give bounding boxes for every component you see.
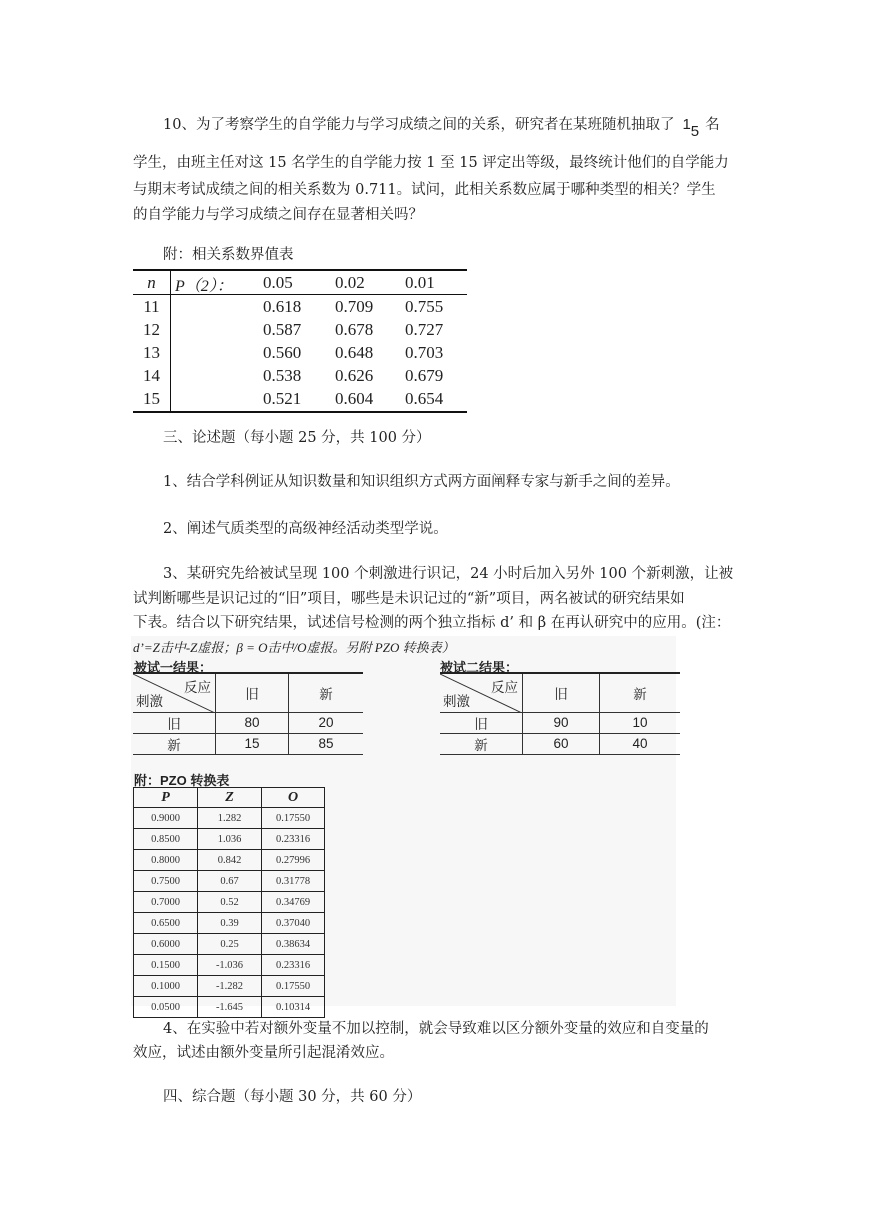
table-cell: 0.31778 [262, 871, 325, 892]
row-label: 新 [440, 733, 523, 754]
table-cell: 80 [216, 712, 289, 733]
table-header-p: P（2）： [175, 278, 233, 295]
q10-line-4: 的自学能力与学习成绩之间存在显著相关吗？ [133, 207, 423, 223]
pzo-header-z: Z [198, 788, 262, 808]
table-cell: 1.036 [198, 829, 262, 850]
table-row [134, 892, 325, 913]
table-cell: 0.34769 [262, 892, 325, 913]
corner-cell [440, 673, 523, 712]
section-3-q3-line-3: 下表。结合以下研究结果，试述信号检测的两个独立指标 d’ 和 β 在再认研究中的应用。(注： [133, 615, 731, 631]
sdt-formula: d’=Z击中-Z虚报；β = O击中/O虚报。另附 PZO 转换表） [133, 640, 455, 655]
table-row-n: 11 [143, 297, 160, 316]
table-cell: 0.587 [263, 320, 302, 339]
subject-2-table [440, 672, 680, 755]
table-row-n: 15 [143, 389, 160, 408]
table-cell: 0.1500 [134, 955, 198, 976]
col-header: 新 [289, 673, 364, 712]
table-row [134, 976, 325, 997]
section-3-q3-line-2: 试判断哪些是识记过的“旧”项目，哪些是未识记过的“新”项目，两名被试的研究结果如 [133, 591, 685, 607]
table-row [134, 850, 325, 871]
table-cell: 0.6500 [134, 913, 198, 934]
table-cell: 0.37040 [262, 913, 325, 934]
table-cell: 1.282 [198, 808, 262, 829]
table-cell: 0.67 [198, 871, 262, 892]
table-row [134, 934, 325, 955]
table-cell: 0.23316 [262, 829, 325, 850]
table-header-col-2: 0.02 [335, 273, 365, 292]
table-cell: 0.648 [335, 343, 374, 362]
row-label: 新 [133, 733, 216, 754]
table-cell: 0.654 [405, 389, 444, 408]
table-row [134, 808, 325, 829]
table-cell: 0.10314 [262, 997, 325, 1018]
table-cell: 0.842 [198, 850, 262, 871]
pzo-header-p: P [134, 788, 198, 808]
table-header-col-3: 0.01 [405, 273, 435, 292]
col-header: 旧 [523, 673, 600, 712]
table-cell: 0.17550 [262, 808, 325, 829]
table-row [134, 955, 325, 976]
subject-1-caption: 被试一结果： [134, 660, 213, 675]
table-cell: 0.6000 [134, 934, 198, 955]
table-cell: 15 [216, 733, 289, 754]
corner-label-stimulus: 刺激 [136, 693, 163, 709]
table-cell: 0.679 [405, 366, 444, 385]
table-row [134, 997, 325, 1018]
table-cell: -1.036 [198, 955, 262, 976]
table-row [134, 829, 325, 850]
table-cell: 0.521 [263, 389, 302, 408]
table-cell: 0.709 [335, 297, 374, 316]
appendix-correlation-title: 附：相关系数界值表 [163, 247, 294, 263]
table-cell: 0.7000 [134, 892, 198, 913]
table-cell: 0.27996 [262, 850, 325, 871]
table-cell: 0.38634 [262, 934, 325, 955]
table-cell: 0.755 [405, 297, 444, 316]
table-row-n: 14 [143, 366, 160, 385]
table-cell: 10 [600, 712, 681, 733]
table-cell: 0.538 [263, 366, 302, 385]
table-cell: 0.0500 [134, 997, 198, 1018]
q10-line-1: 10、为了考察学生的自学能力与学习成绩之间的关系，研究者在某班随机抽取了 15 名 [163, 116, 720, 140]
pzo-table [133, 787, 325, 1018]
section-4-heading: 四、综合题（每小题 30 分，共 60 分） [163, 1089, 422, 1105]
table-cell: 0.52 [198, 892, 262, 913]
table-cell: 20 [289, 712, 364, 733]
table-cell: 0.626 [335, 366, 374, 385]
col-header: 旧 [216, 673, 289, 712]
corner-cell [133, 673, 216, 712]
table-cell: 0.703 [405, 343, 444, 362]
table-cell: -1.645 [198, 997, 262, 1018]
col-header: 新 [600, 673, 681, 712]
section-3-heading: 三、论述题（每小题 25 分，共 100 分） [163, 430, 431, 446]
row-label: 旧 [133, 712, 216, 733]
table-cell: 40 [600, 733, 681, 754]
table-cell: 0.23316 [262, 955, 325, 976]
q10-line-3: 与期末考试成绩之间的相关系数为 0.711。试问，此相关系数应属于哪种类型的相关？学生 [133, 182, 716, 198]
row-label: 旧 [440, 712, 523, 733]
table-header-col-1: 0.05 [263, 273, 293, 292]
table-cell: 0.7500 [134, 871, 198, 892]
table-cell: 0.17550 [262, 976, 325, 997]
subject-2-caption: 被试二结果： [440, 660, 519, 675]
table-row [134, 871, 325, 892]
corner-label-response: 反应 [491, 680, 518, 695]
section-3-q4-line-1: 4、在实验中若对额外变量不加以控制，就会导致难以区分额外变量的效应和自变量的 [163, 1021, 709, 1037]
table-cell: 60 [523, 733, 600, 754]
table-cell: -1.282 [198, 976, 262, 997]
table-row-n: 12 [143, 320, 160, 339]
table-cell: 0.25 [198, 934, 262, 955]
section-3-q2: 2、阐述气质类型的高级神经活动类型学说。 [163, 521, 448, 537]
table-cell: 0.604 [335, 389, 374, 408]
table-cell: 0.39 [198, 913, 262, 934]
table-cell: 0.8500 [134, 829, 198, 850]
table-cell: 0.8000 [134, 850, 198, 871]
table-cell: 0.9000 [134, 808, 198, 829]
section-3-q1: 1、结合学科例证从知识数量和知识组织方式两方面阐释专家与新手之间的差异。 [163, 474, 680, 490]
table-row [134, 913, 325, 934]
table-cell: 0.560 [263, 343, 302, 362]
q10-line-2: 学生，由班主任对这 15 名学生的自学能力按 1 至 15 评定出等级，最终统计他们的自学能力 [133, 155, 729, 171]
corner-label-stimulus: 刺激 [443, 693, 470, 709]
table-cell: 0.727 [405, 320, 444, 339]
table-header-n: n [147, 273, 156, 292]
table-cell: 0.678 [335, 320, 374, 339]
table-cell: 85 [289, 733, 364, 754]
pzo-table-title: 附：PZO 转换表 [134, 773, 230, 788]
table-cell: 0.1000 [134, 976, 198, 997]
section-3-q4-line-2: 效应，试述由额外变量所引起混淆效应。 [133, 1045, 394, 1061]
table-cell: 0.618 [263, 297, 302, 316]
section-3-q3-line-1: 3、某研究先给被试呈现 100 个刺激进行识记，24 小时后加入另外 100 个新刺激，让被 [163, 566, 734, 582]
subject-1-table [133, 672, 363, 755]
pzo-header-o: O [262, 788, 325, 808]
table-row-n: 13 [143, 343, 160, 362]
corner-label-response: 反应 [184, 680, 211, 695]
table-cell: 90 [523, 712, 600, 733]
